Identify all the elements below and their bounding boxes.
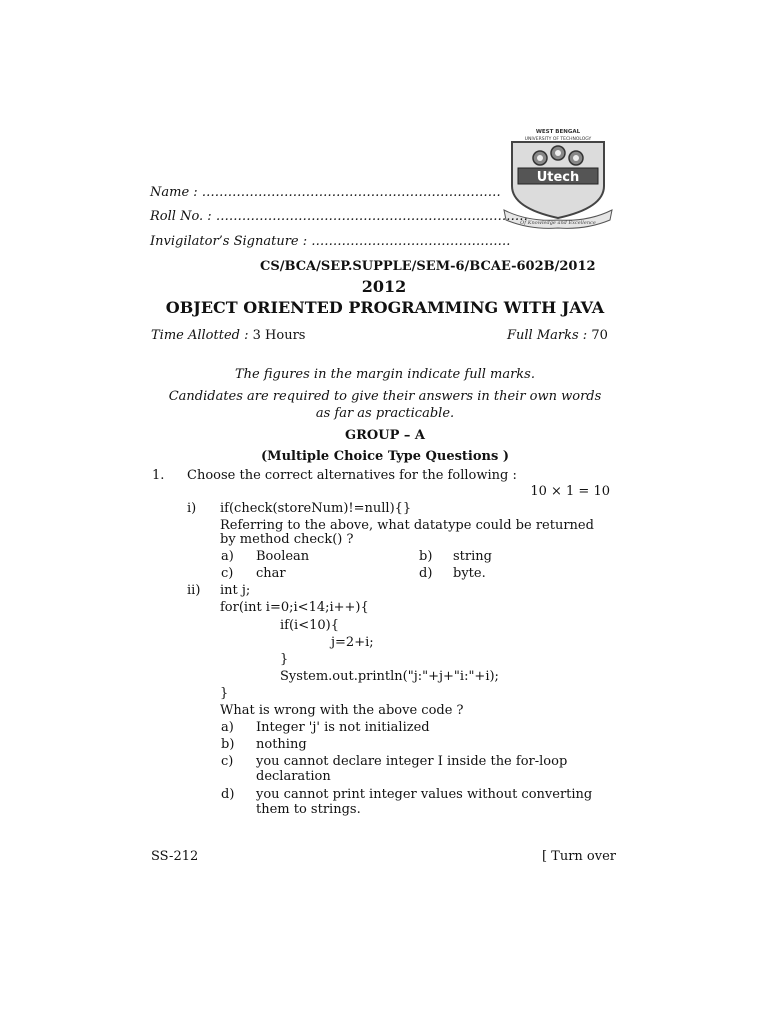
turn-over: [ Turn over (541, 849, 616, 864)
option-label: d) (419, 566, 433, 581)
paper-title: OBJECT ORIENTED PROGRAMMING WITH JAVA (165, 298, 605, 317)
footer-code: SS-212 (151, 849, 199, 864)
code-line: System.out.println("j:"+j+"i:"+i); (280, 669, 499, 684)
option-label: a) (221, 720, 234, 735)
exam-year: 2012 (361, 277, 407, 296)
group-title: GROUP – A (345, 428, 425, 443)
logo-top-text-1: WEST BENGAL (535, 129, 581, 135)
option-text: string (453, 549, 492, 564)
invigilator-signature-field: Invigilator’s Signature : ………………………………………. (150, 234, 511, 249)
time-label: Time Allotted : (151, 328, 249, 343)
subquestion-text: by method check() ? (220, 532, 354, 547)
code-line: int j; (220, 583, 251, 598)
option-label: c) (221, 566, 234, 581)
code-line: } (280, 652, 289, 667)
option-text: Integer 'j' is not initialized (256, 720, 430, 735)
name-field: Name : …………………………………………………………… (150, 185, 501, 200)
option-label: b) (221, 737, 235, 752)
option-text: byte. (453, 566, 486, 581)
question-number: 1. (152, 468, 165, 483)
option-text: char (256, 566, 286, 581)
option-label: d) (221, 787, 235, 802)
code-line: for(int i=0;i<14;i++){ (220, 600, 369, 615)
option-text: you cannot declare integer I inside the for-loop (256, 754, 568, 769)
code-line: if(i<10){ (280, 618, 339, 633)
group-subtitle: (Multiple Choice Type Questions ) (261, 449, 509, 464)
code-line: j=2+i; (331, 635, 374, 650)
option-text: them to strings. (256, 802, 361, 817)
subquestion-number: ii) (187, 583, 201, 598)
logo-banner-text: Utech (536, 170, 580, 185)
logo-motto: Of Knowledge and Excellence (520, 220, 596, 226)
option-text: you cannot print integer values without converting (256, 787, 593, 802)
option-label: a) (221, 549, 234, 564)
question-marks: 10 × 1 = 10 (530, 484, 610, 499)
time-value: 3 Hours (248, 328, 306, 343)
code-line: if(check(storeNum)!=null){} (220, 501, 412, 516)
marks-label: Full Marks : (507, 328, 588, 343)
instruction-words-line2: as far as practicable. (315, 406, 455, 421)
option-text: Boolean (256, 549, 310, 564)
paper-code: CS/BCA/SEP.SUPPLE/SEM-6/BCAE-602B/2012 (260, 259, 596, 274)
code-line: } (220, 686, 229, 701)
instruction-words-line1: Candidates are required to give their answers in their own words (168, 389, 602, 404)
option-text: nothing (256, 737, 307, 752)
instruction-marks: The figures in the margin indicate full marks. (234, 367, 535, 382)
marks-value: 70 (587, 328, 608, 343)
logo-top-text-2: UNIVERSITY OF TECHNOLOGY (524, 137, 592, 142)
time-allotted (151, 328, 305, 343)
full-marks (507, 328, 608, 343)
subquestion-text: Referring to the above, what datatype could be returned (220, 518, 594, 533)
option-text: declaration (256, 769, 331, 784)
subquestion-text: What is wrong with the above code ? (220, 703, 464, 718)
roll-number-field: Roll No. : ……………………………………………………………… (150, 209, 528, 224)
question-text: Choose the correct alternatives for the following : (187, 468, 517, 483)
subquestion-number: i) (187, 501, 197, 516)
option-label: c) (221, 754, 234, 769)
option-label: b) (419, 549, 433, 564)
